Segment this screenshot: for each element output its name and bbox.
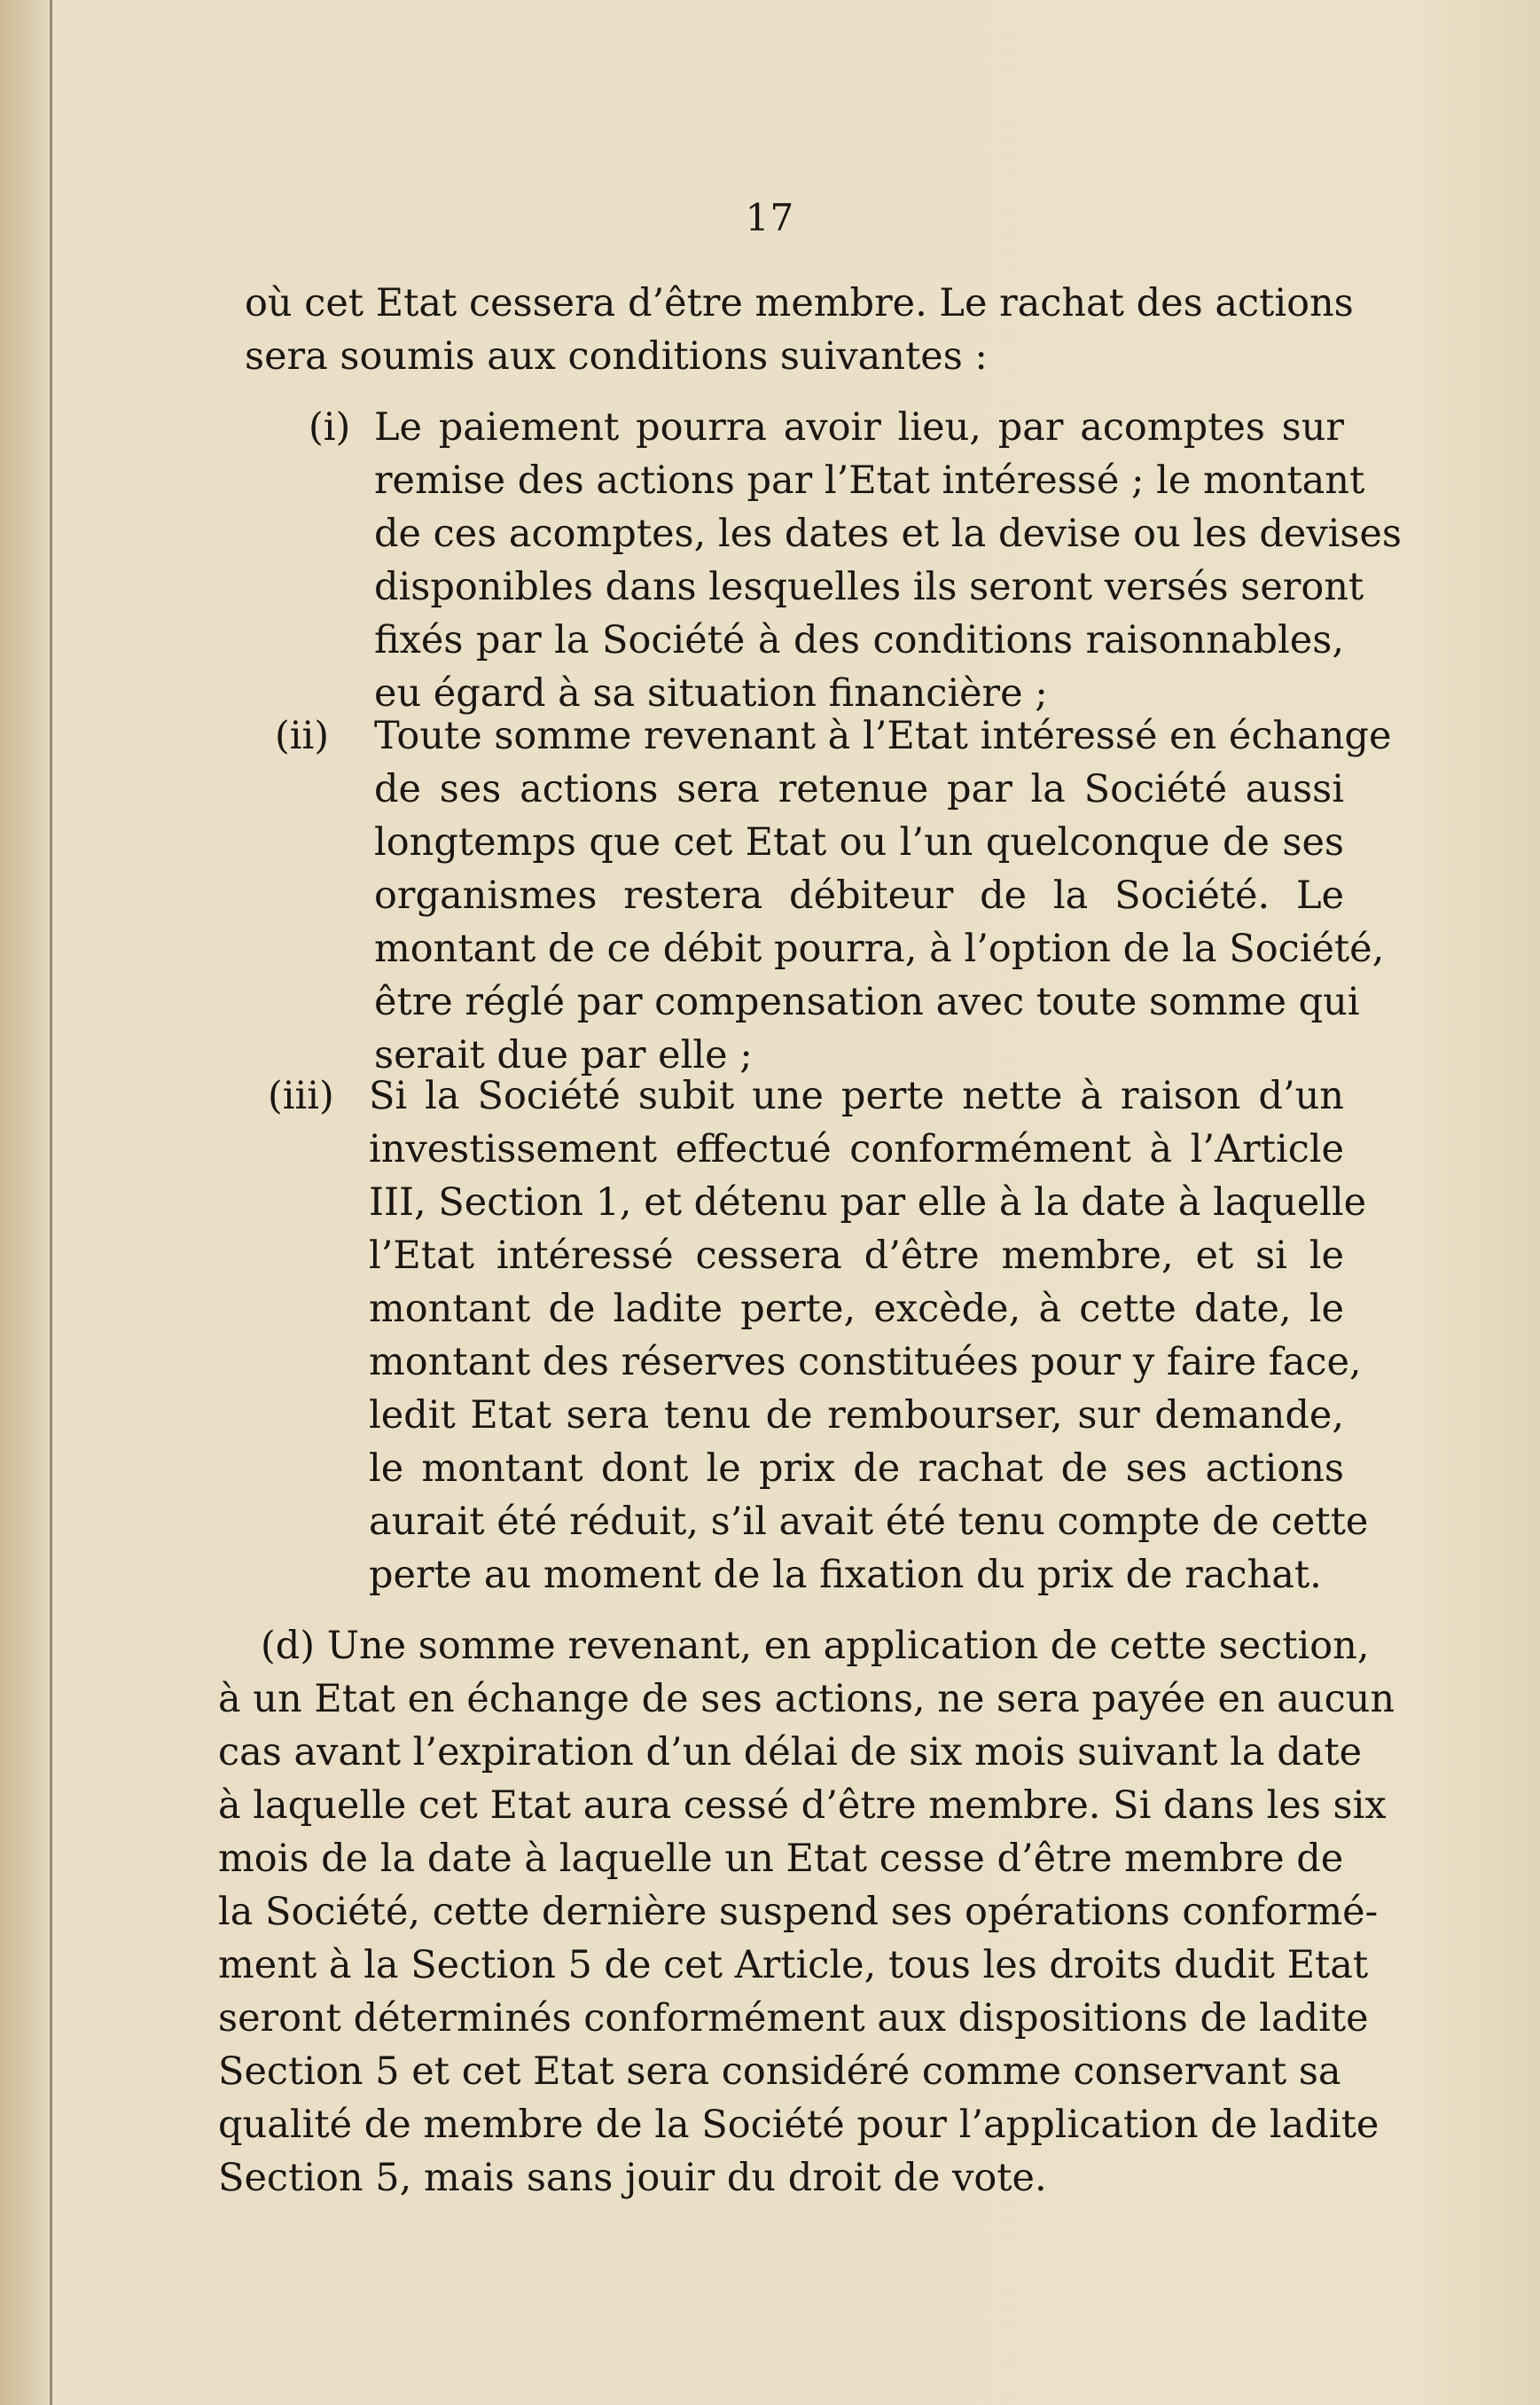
- item-line: ledit Etat sera tenu de rembourser, sur demande,: [369, 1393, 1344, 1438]
- item-line: fixés par la Société à des conditions raisonnables,: [374, 618, 1344, 662]
- item-line: remise des actions par l’Etat intéressé ; le montant: [374, 458, 1365, 503]
- intro-line: sera soumis aux conditions suivantes :: [245, 334, 988, 379]
- item-body: [369, 1069, 1369, 1602]
- item-line: Le paiement pourra avoir lieu, par acomptes sur: [374, 405, 1344, 450]
- paragraph-line: à laquelle cet Etat aura cessé d’être membre. Si dans les six: [218, 1783, 1387, 1828]
- item-line: serait due par elle ;: [374, 1033, 753, 1077]
- intro-line: où cet Etat cessera d’être membre. Le rachat des actions: [245, 281, 1354, 325]
- item-line: Si la Société subit une perte nette à raison d’un: [369, 1074, 1344, 1118]
- paragraph-line: à un Etat en échange de ses actions, ne sera payée en aucun: [218, 1677, 1395, 1721]
- item-line: de ses actions sera retenue par la Société aussi: [374, 767, 1344, 811]
- paragraph-line: la Société, cette dernière suspend ses opérations conformé-: [218, 1890, 1379, 1934]
- item-line: le montant dont le prix de rachat de ses actions: [369, 1446, 1344, 1491]
- paragraph-line: cas avant l’expiration d’un délai de six mois suivant la date: [218, 1730, 1363, 1774]
- item-label: (iii): [268, 1074, 334, 1118]
- item-line: longtemps que cet Etat ou l’un quelconque de ses: [374, 820, 1344, 865]
- intro-paragraph: [245, 277, 1354, 383]
- item-line: organismes restera débiteur de la Société. Le: [374, 873, 1344, 918]
- item-line: être réglé par compensation avec toute somme qui: [374, 980, 1360, 1024]
- item-label: (ii): [275, 714, 330, 758]
- binding-shadow: [0, 0, 51, 2405]
- paragraph-line: mois de la date à laquelle un Etat cesse d’être membre de: [218, 1837, 1344, 1881]
- item-line: perte au moment de la fixation du prix de rachat.: [369, 1553, 1322, 1597]
- item-line: montant de ladite perte, excède, à cette date, le: [369, 1287, 1344, 1331]
- item-line: eu égard à sa situation financière ;: [374, 671, 1048, 716]
- paragraph-line: Section 5 et cet Etat sera considéré comme conservant sa: [218, 2049, 1341, 2094]
- item-line: Toute somme revenant à l’Etat intéressé en échange: [374, 714, 1392, 758]
- paragraph-line: seront déterminés conformément aux dispositions de ladite: [218, 1996, 1369, 2041]
- item-body: [374, 709, 1392, 1082]
- item-line: l’Etat intéressé cessera d’être membre, et si le: [369, 1234, 1344, 1278]
- item-line: investissement effectué conformément à l’Article: [369, 1127, 1344, 1171]
- item-line: montant des réserves constituées pour y faire face,: [369, 1340, 1362, 1384]
- paragraph-line: Section 5, mais sans jouir du droit de vote.: [218, 2156, 1047, 2200]
- paragraph-line: ment à la Section 5 de cet Article, tous les droits dudit Etat: [218, 1943, 1369, 1987]
- item-label: (i): [309, 405, 351, 450]
- item-line: disponibles dans lesquelles ils seront versés seront: [374, 565, 1364, 609]
- paragraph-d: [218, 1619, 1395, 2205]
- item-body: [374, 401, 1402, 720]
- item-line: aurait été réduit, s’il avait été tenu compte de cette: [369, 1500, 1369, 1544]
- paragraph-line: (d) Une somme revenant, en application de cette section,: [261, 1624, 1370, 1668]
- item-line: montant de ce débit pourra, à l’option de la Société,: [374, 927, 1385, 971]
- page-number: 17: [745, 196, 795, 239]
- item-line: de ces acomptes, les dates et la devise ou les devises: [374, 512, 1402, 556]
- item-line: III, Section 1, et détenu par elle à la date à laquelle: [369, 1180, 1367, 1225]
- binding-edge-line: [50, 0, 52, 2405]
- paragraph-line: qualité de membre de la Société pour l’application de ladite: [218, 2103, 1380, 2147]
